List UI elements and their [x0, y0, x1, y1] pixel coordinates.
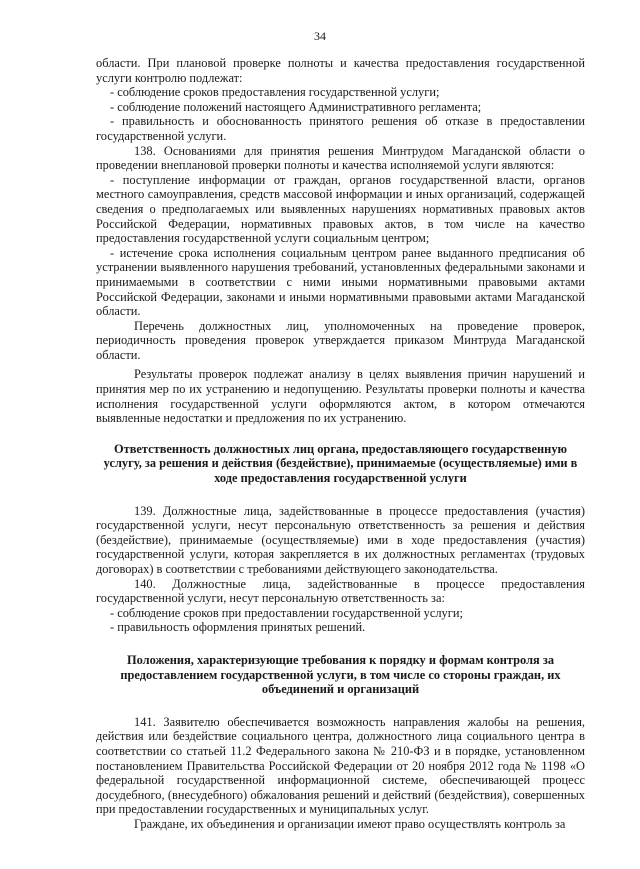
spacer [96, 426, 585, 442]
paragraph: 138. Основаниями для принятия решения Минтрудом Магаданской области о проведении внеплановой проверки полноты и качества исполняемой услуги являются: [96, 143, 585, 173]
section-heading: Положения, характеризующие требования к порядку и формам контроля за предоставлением государственной услуги, в том числе со стороны граждан, их объединений и организаций [120, 652, 561, 697]
list-item: - соблюдение сроков при предоставлении государственной услуги; [110, 605, 463, 620]
spacer [96, 486, 585, 504]
list-item: - поступление информации от граждан, органов государственной власти, органов местного самоуправления, средств массовой информации и иных организаций, содержащей сведения о предполагаемых или выявленных нарушениях нормативных правовых актов Российской Федерации, нормативных правовых актов, в том числе на качество предоставления государственной услуги социальным центром; [96, 172, 585, 246]
spacer [96, 635, 585, 653]
paragraph: Результаты проверок подлежат анализу в целях выявления причин нарушений и принятия мер по их устранению и недопущению. Результаты проверки полноты и качества исполнения государственной услуги оформляются актом, в котором отмечаются выявленные недостатки и предложения по их устранению. [96, 367, 585, 426]
section-heading: Ответственность должностных лиц органа, предоставляющего государственную услугу, за решения и действия (бездействие), принимаемые (осуществляемые) ими в ходе предоставления государственной услуги [103, 441, 578, 486]
paragraph: 141. Заявителю обеспечивается возможность направления жалобы на решения, действия или бездействие социального центра, должностного лица социального центра в соответствии со статьей 11.2 Федерального закона № 210-ФЗ и в порядке, установленном постановлением Правительства Российской Федерации от 20 ноября 2012 года № 1198 «О федеральной государственной информационной системе, обеспечивающей процесс досудебного, (внесудебного) обжалования решений и действий (бездействия), совершенных при предоставлении государственных и муниципальных услуг. [96, 714, 585, 817]
list-item: - соблюдение положений настоящего Административного регламента; [110, 99, 482, 114]
paragraph: 140. Должностные лица, задействованные в процессе предоставления государственной услуги, несут персональную ответственность за: [96, 576, 585, 606]
paragraph: Перечень должностных лиц, уполномоченных на проведение проверок, периодичность проведения проверок утверждается приказом Минтруда Магаданской области. [96, 318, 585, 362]
document-body [96, 56, 585, 832]
page-number: 34 [314, 29, 326, 43]
paragraph: 139. Должностные лица, задействованные в процессе предоставления (участия) государственной услуги, несут персональную ответственность за решения и действия (бездействие), принимаемые (осуществляемые) ими в ходе предоставления (участия) государственной услуги, которая закрепляется в их должностных регламентах (трудовых договорах) в соответствии с требованиями действующего законодательства. [96, 503, 585, 576]
list-item: - правильность оформления принятых решений. [110, 620, 366, 635]
paragraph: Граждане, их объединения и организации имеют право осуществлять контроль за [134, 816, 566, 831]
spacer [96, 697, 585, 715]
list-item: - правильность и обоснованность принятого решения об отказе в предоставлении государственной услуги. [96, 114, 585, 143]
list-item: - соблюдение сроков предоставления государственной услуги; [110, 85, 440, 100]
list-item: - истечение срока исполнения социальным центром ранее выданного предписания об устранении выявленного нарушения требований, установленных федеральными законами и принимаемыми в соответствии с ними иными нормативными правовыми актами Российской Федерации, законами и иными нормативными правовыми актами Магаданской области. [96, 245, 585, 319]
paragraph: области. При плановой проверке полноты и качества предоставления государственной услуги контролю подлежат: [96, 56, 585, 85]
